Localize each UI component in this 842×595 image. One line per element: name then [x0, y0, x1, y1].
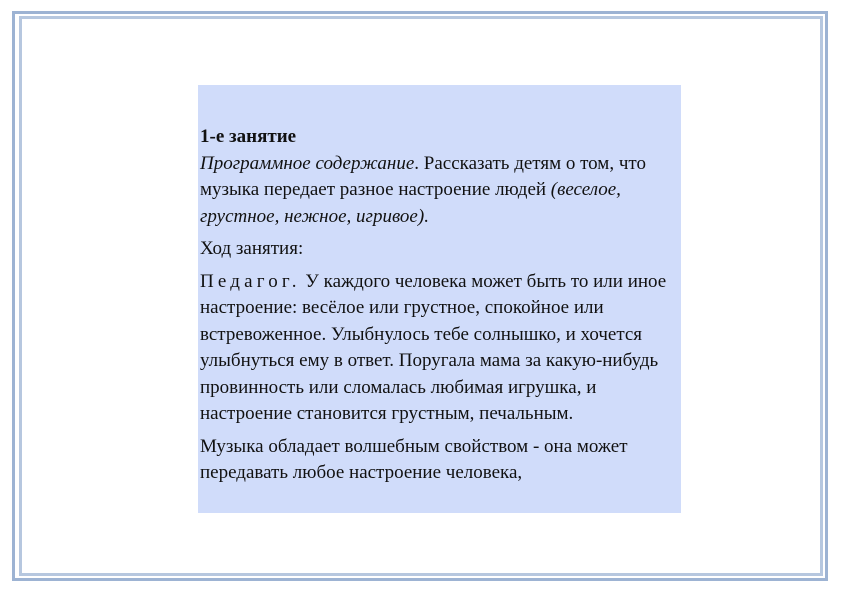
- course-label: Ход занятия:: [200, 238, 304, 259]
- program-examples: (веселое, грустное, нежное, игривое).: [200, 179, 621, 227]
- program-label: Программное содержание: [200, 152, 415, 174]
- speaker-paragraph: [200, 269, 681, 428]
- music-paragraph: Музыка обладает волшебным свойством - она может передавать любое настроение человека,: [200, 435, 628, 483]
- lesson-title: 1-е занятие: [200, 126, 297, 147]
- program-paragraph: [200, 151, 681, 231]
- program-text: . Рассказать детям о том, что музыка передает разное настроение людей: [200, 152, 646, 200]
- lesson-text-box: [198, 85, 681, 513]
- speaker-text: У каждого человека может быть то или иное настроение: весёлое или грустное, спокойное или встревоженное. Улыбнулось тебе солнышко, и хочется улыбнуться ему в ответ. Поругала мама за какую-нибудь провинность или сломалась любимая игрушка, и настроение становится грустным, печальным.: [200, 270, 667, 424]
- speaker-label: Педагог.: [200, 270, 301, 292]
